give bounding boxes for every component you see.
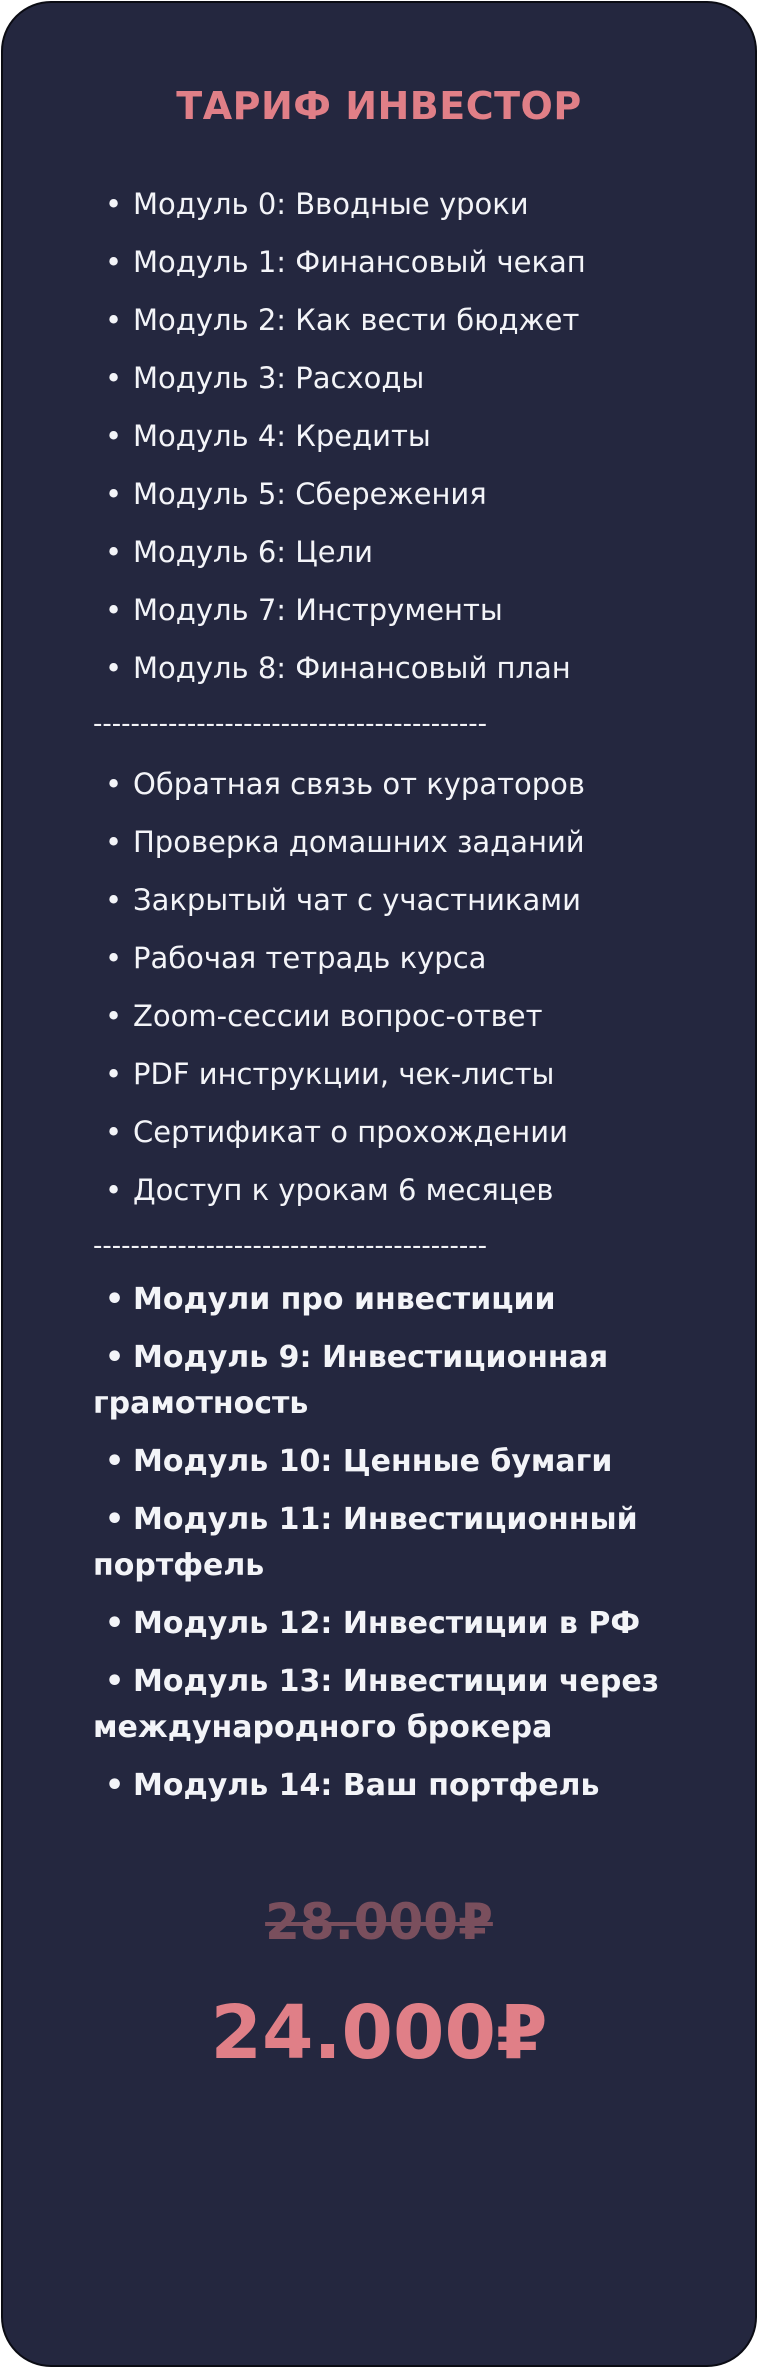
list-item bbox=[93, 465, 693, 523]
list-item-label: Проверка домашних заданий bbox=[133, 825, 585, 859]
list-item-label: Модуль 11: Инвестиционный портфель bbox=[93, 1502, 638, 1583]
list-item-label: Модуль 4: Кредиты bbox=[133, 419, 431, 453]
section-divider: ------------------------------------------ bbox=[93, 1231, 488, 1261]
bullet-icon: • bbox=[105, 535, 123, 569]
list-item bbox=[93, 1601, 693, 1647]
features-list bbox=[93, 755, 693, 1219]
list-item bbox=[93, 349, 693, 407]
tariff-card bbox=[1, 1, 757, 2367]
bullet-icon: • bbox=[105, 477, 123, 511]
section-divider: ------------------------------------------ bbox=[93, 709, 488, 739]
bullet-icon: • bbox=[105, 999, 123, 1033]
bullet-icon: • bbox=[105, 1444, 125, 1479]
list-item-label: Модуль 9: Инвестиционная грамотность bbox=[93, 1340, 609, 1421]
list-item bbox=[93, 291, 693, 349]
list-item-label: Рабочая тетрадь курса bbox=[133, 941, 487, 975]
list-item bbox=[93, 175, 693, 233]
tariff-title: ТАРИФ ИНВЕСТОР bbox=[176, 84, 582, 128]
list-item-label: Модуль 1: Финансовый чекап bbox=[133, 245, 586, 279]
bullet-icon: • bbox=[105, 245, 123, 279]
list-item bbox=[93, 1439, 693, 1485]
list-item bbox=[93, 1659, 693, 1751]
list-item-label: Модули про инвестиции bbox=[133, 1282, 556, 1317]
list-item bbox=[93, 813, 693, 871]
list-item bbox=[93, 1045, 693, 1103]
list-item bbox=[93, 987, 693, 1045]
current-price: 24.000₽ bbox=[210, 1990, 548, 2076]
modules-list bbox=[93, 175, 693, 697]
list-item-label: Модуль 13: Инвестиции через международного брокера bbox=[93, 1664, 660, 1745]
bullet-icon: • bbox=[105, 883, 123, 917]
list-item-label: Модуль 8: Финансовый план bbox=[133, 651, 571, 685]
bullet-icon: • bbox=[105, 303, 123, 337]
list-item-label: Модуль 0: Вводные уроки bbox=[133, 187, 529, 221]
list-item-label: Модуль 3: Расходы bbox=[133, 361, 425, 395]
list-item bbox=[93, 1497, 693, 1589]
list-item bbox=[93, 233, 693, 291]
bullet-icon: • bbox=[105, 187, 123, 221]
list-item-label: Доступ к урокам 6 месяцев bbox=[133, 1173, 554, 1207]
list-item-label: Модуль 6: Цели bbox=[133, 535, 374, 569]
list-item bbox=[93, 755, 693, 813]
list-item bbox=[93, 929, 693, 987]
bullet-icon: • bbox=[105, 1606, 125, 1641]
list-item bbox=[93, 523, 693, 581]
bullet-icon: • bbox=[105, 1115, 123, 1149]
list-item bbox=[93, 639, 693, 697]
list-item-label: Сертификат о прохождении bbox=[133, 1115, 568, 1149]
bullet-icon: • bbox=[105, 767, 123, 801]
bullet-icon: • bbox=[105, 1340, 125, 1375]
list-item bbox=[93, 1763, 693, 1809]
investment-modules-list bbox=[93, 1277, 693, 1821]
list-item-label: Модуль 14: Ваш портфель bbox=[133, 1768, 600, 1803]
list-item-label: Модуль 10: Ценные бумаги bbox=[133, 1444, 613, 1479]
bullet-icon: • bbox=[105, 361, 123, 395]
list-item-label: Обратная связь от кураторов bbox=[133, 767, 585, 801]
bullet-icon: • bbox=[105, 941, 123, 975]
list-item bbox=[93, 871, 693, 929]
bullet-icon: • bbox=[105, 419, 123, 453]
list-item-label: Zoom-сессии вопрос-ответ bbox=[133, 999, 543, 1033]
list-item bbox=[93, 1103, 693, 1161]
list-item bbox=[93, 1161, 693, 1219]
list-item-label: Модуль 7: Инструменты bbox=[133, 593, 503, 627]
list-item bbox=[93, 1277, 693, 1323]
bullet-icon: • bbox=[105, 1282, 125, 1317]
list-item-label: Модуль 12: Инвестиции в РФ bbox=[133, 1606, 641, 1641]
old-price: 28.000₽ bbox=[265, 1893, 493, 1951]
list-item bbox=[93, 407, 693, 465]
list-item bbox=[93, 581, 693, 639]
bullet-icon: • bbox=[105, 593, 123, 627]
bullet-icon: • bbox=[105, 1057, 123, 1091]
bullet-icon: • bbox=[105, 1502, 125, 1537]
bullet-icon: • bbox=[105, 1664, 125, 1699]
list-item bbox=[93, 1335, 693, 1427]
list-item-label: PDF инструкции, чек-листы bbox=[133, 1057, 555, 1091]
list-item-label: Модуль 5: Сбережения bbox=[133, 477, 487, 511]
list-item-label: Закрытый чат с участниками bbox=[133, 883, 581, 917]
bullet-icon: • bbox=[105, 825, 123, 859]
bullet-icon: • bbox=[105, 1173, 123, 1207]
bullet-icon: • bbox=[105, 1768, 125, 1803]
bullet-icon: • bbox=[105, 651, 123, 685]
list-item-label: Модуль 2: Как вести бюджет bbox=[133, 303, 580, 337]
